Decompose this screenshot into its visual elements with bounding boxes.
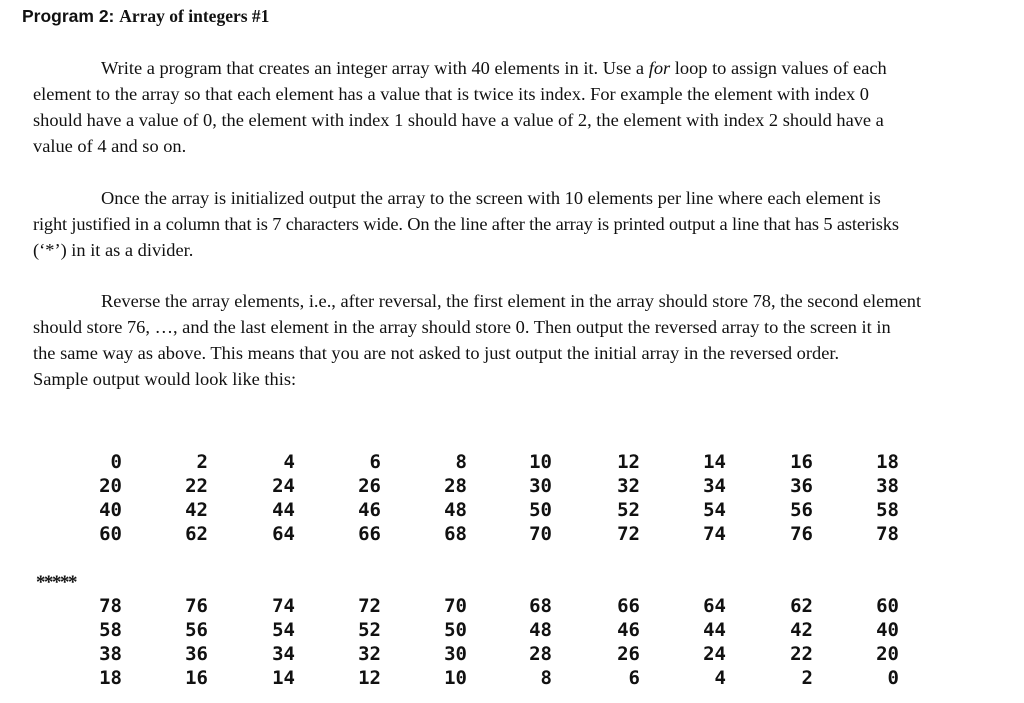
reversed-output-row-value: 52 [358, 619, 381, 641]
title-text: Array of integers #1 [119, 6, 270, 26]
title-prefix: Program 2: [22, 6, 120, 26]
paragraph-output-format [33, 185, 1018, 263]
page-title [22, 6, 269, 27]
reversed-output-row-value: 54 [272, 619, 295, 641]
forward-output-row-value: 28 [444, 475, 467, 497]
reversed-output-row-value: 8 [540, 667, 552, 689]
reversed-output-row-value: 48 [529, 619, 552, 641]
reversed-output-row-value: 50 [444, 619, 467, 641]
reversed-output-row-value: 38 [99, 643, 122, 665]
reversed-output-row-value: 4 [714, 667, 726, 689]
forward-output-row-value: 18 [876, 451, 899, 473]
paragraph-line: right justified in a column that is 7 characters wide. On the line after the array is printed output a line that has 5 asterisks [33, 214, 899, 234]
forward-output-row-value: 38 [876, 475, 899, 497]
reversed-output-row-value: 62 [790, 595, 813, 617]
reversed-output-row-value: 32 [358, 643, 381, 665]
reversed-output-row-value: 36 [185, 643, 208, 665]
forward-output-row-value: 12 [617, 451, 640, 473]
reversed-output-row-value: 72 [358, 595, 381, 617]
forward-output-row-value: 64 [272, 523, 295, 545]
reversed-output-row-value: 6 [628, 667, 640, 689]
reversed-output-row-value: 40 [876, 619, 899, 641]
reversed-output-row-value: 66 [617, 595, 640, 617]
reversed-output-row-value: 18 [99, 667, 122, 689]
reversed-output-row-value: 64 [703, 595, 726, 617]
reversed-output-row-value: 70 [444, 595, 467, 617]
forward-output-row-value: 44 [272, 499, 295, 521]
paragraph-line: should store 76, …, and the last element in the array should store 0. Then output the reversed array to the screen it in [33, 317, 891, 337]
forward-output-row-value: 76 [790, 523, 813, 545]
paragraph-line: Reverse the array elements, i.e., after reversal, the first element in the array should store 78, the second element [101, 291, 922, 311]
reversed-output-row-value: 60 [876, 595, 899, 617]
forward-output-row-value: 32 [617, 475, 640, 497]
paragraph-reverse [33, 288, 1018, 392]
forward-output-row-value: 50 [529, 499, 552, 521]
forward-output-row-value: 56 [790, 499, 813, 521]
paragraph-line: should have a value of 0, the element with index 1 should have a value of 2, the element with index 2 should have a [33, 110, 884, 130]
forward-output-row-value: 68 [444, 523, 467, 545]
reversed-output-row-value: 10 [444, 667, 467, 689]
reversed-output-row-value: 78 [99, 595, 122, 617]
forward-output-row-value: 70 [529, 523, 552, 545]
forward-output-row-value: 34 [703, 475, 726, 497]
forward-output-row-value: 54 [703, 499, 726, 521]
forward-output-row-value: 78 [876, 523, 899, 545]
forward-output-row-value: 36 [790, 475, 813, 497]
paragraph-line: Once the array is initialized output the array to the screen with 10 elements per line where each element is [101, 188, 881, 208]
forward-output-row-value: 4 [283, 451, 295, 473]
forward-output-row-value: 2 [196, 451, 208, 473]
forward-output-row-value: 16 [790, 451, 813, 473]
paragraph-line: value of 4 and so on. [33, 136, 187, 156]
reversed-output-row-value: 68 [529, 595, 552, 617]
forward-output-row-value: 60 [99, 523, 122, 545]
forward-output-row-value: 48 [444, 499, 467, 521]
forward-output-row-value: 10 [529, 451, 552, 473]
reversed-output-row-value: 26 [617, 643, 640, 665]
reversed-output-row-value: 28 [529, 643, 552, 665]
forward-output-row-value: 22 [185, 475, 208, 497]
reversed-output-row-value: 14 [272, 667, 295, 689]
forward-output-row-value: 46 [358, 499, 381, 521]
reversed-output-row-value: 74 [272, 595, 295, 617]
forward-output-row-value: 62 [185, 523, 208, 545]
forward-output-row-value: 0 [110, 451, 122, 473]
reversed-output-row-value: 42 [790, 619, 813, 641]
reversed-output-row-value: 58 [99, 619, 122, 641]
reversed-output-row-value: 2 [801, 667, 813, 689]
reversed-output-row-value: 76 [185, 595, 208, 617]
reversed-output-row-value: 24 [703, 643, 726, 665]
paragraph-line: the same way as above. This means that you are not asked to just output the initial array in the reversed order. [33, 343, 840, 363]
paragraph-array-creation [33, 55, 1018, 159]
forward-output-row-value: 42 [185, 499, 208, 521]
forward-output-row-value: 58 [876, 499, 899, 521]
reversed-output-row-value: 34 [272, 643, 295, 665]
forward-output-row-value: 52 [617, 499, 640, 521]
forward-output-row-value: 20 [99, 475, 122, 497]
asterisk-divider: ***** [36, 572, 76, 593]
forward-output-row-value: 8 [455, 451, 467, 473]
forward-output-row-value: 66 [358, 523, 381, 545]
forward-output-row-value: 40 [99, 499, 122, 521]
reversed-output-row-value: 0 [887, 667, 899, 689]
reversed-output-row-value: 30 [444, 643, 467, 665]
reversed-output-row-value: 44 [703, 619, 726, 641]
reversed-output-row-value: 22 [790, 643, 813, 665]
paragraph-line: element to the array so that each element has a value that is twice its index. For example the element with index 0 [33, 84, 869, 104]
forward-output-row-value: 74 [703, 523, 726, 545]
reversed-output-row-value: 20 [876, 643, 899, 665]
paragraph-line: Write a program that creates an integer array with 40 elements in it. Use a for loop to assign values of each [101, 58, 887, 78]
forward-output-row-value: 26 [358, 475, 381, 497]
reversed-output-row-value: 46 [617, 619, 640, 641]
reversed-output-row-value: 56 [185, 619, 208, 641]
forward-output-row-value: 72 [617, 523, 640, 545]
reversed-output-row-value: 12 [358, 667, 381, 689]
forward-output-row-value: 6 [369, 451, 381, 473]
reversed-output-row-value: 16 [185, 667, 208, 689]
forward-output-row-value: 30 [529, 475, 552, 497]
for-keyword: for [648, 58, 671, 78]
paragraph-line: Sample output would look like this: [33, 369, 297, 389]
paragraph-line: (‘*’) in it as a divider. [33, 240, 194, 260]
forward-output-row-value: 24 [272, 475, 295, 497]
forward-output-row-value: 14 [703, 451, 726, 473]
